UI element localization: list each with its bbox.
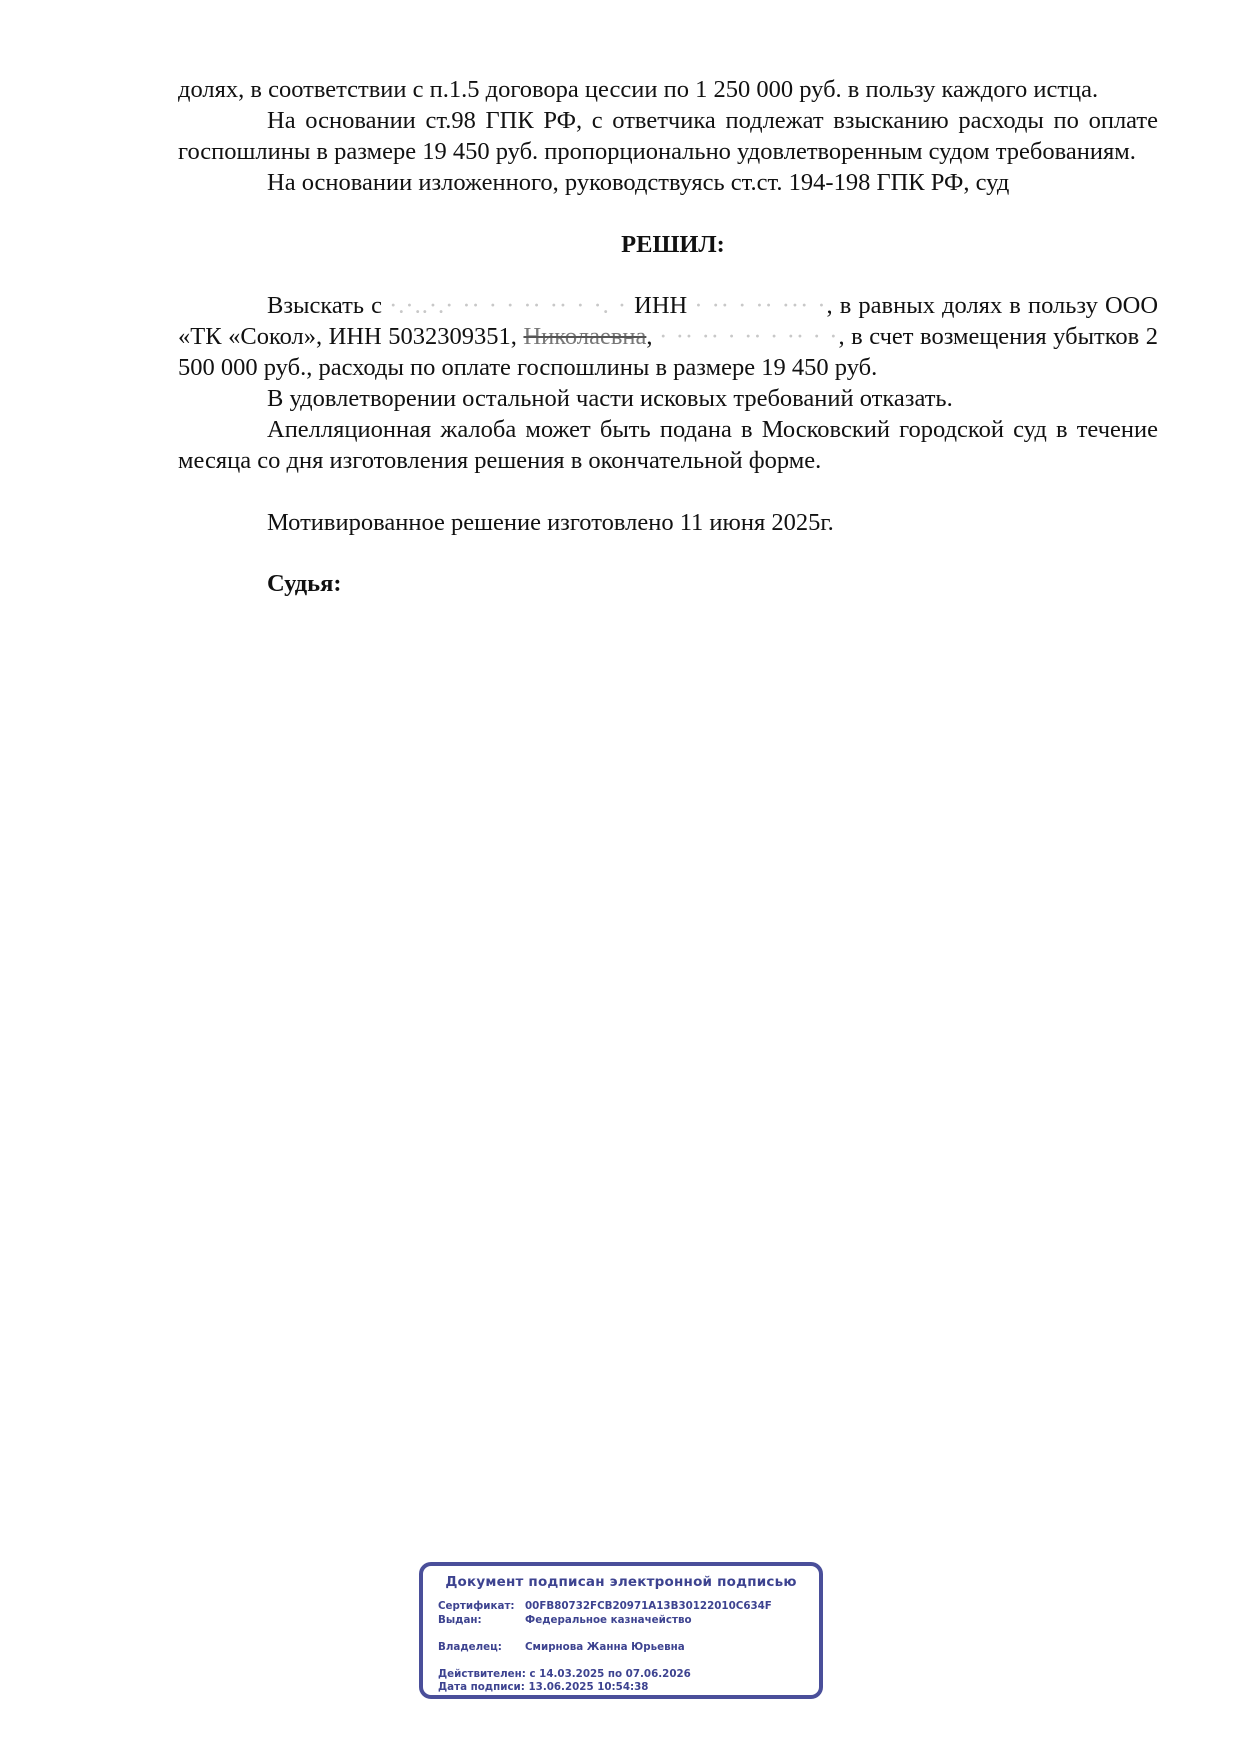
redacted-plaintiff-details: · ·· ·· · ·· · ·· · · bbox=[659, 323, 839, 350]
recovery-text-d: , в счет возмещения убытков 2 500 000 руб., расходы по оплате госпошлины в размере 19 450 руб. bbox=[178, 323, 1159, 381]
paragraph-continuation: долях, в соответствии с п.1.5 договора цессии по 1 250 000 руб. в пользу каждого истца. bbox=[178, 76, 1099, 103]
redacted-defendant-inn: · ·· · ·· ··· · bbox=[694, 292, 827, 319]
paragraph-denial: В удовлетворении остальной части исковых требований отказать. bbox=[267, 385, 953, 412]
stamp-issued-value: Федеральное казначейство bbox=[525, 1614, 692, 1626]
electronic-signature-stamp bbox=[419, 1562, 823, 1699]
paragraph-court-fees: На основании ст.98 ГПК РФ, с ответчика подлежат взысканию расходы по оплате госпошлины в размере 19 450 руб. пропорционально удовлетворенным судом требованиям. bbox=[178, 107, 1158, 165]
stamp-date-label: Дата подписи: bbox=[438, 1681, 525, 1693]
stamp-validity-row bbox=[438, 1668, 691, 1680]
stamp-validity-value: с 14.03.2025 по 07.06.2026 bbox=[529, 1668, 691, 1680]
paragraph-recovery: Взыскать с ·.·..·.· ·· · · ·· ·· · ·. · ИНН · ·· · ·· ··· ·, в равных долях в пользу ООО «ТК «Сокол», ИНН 5032309351, Николаевна, · ·· ·· · ·· · ·· · ·, в счет возмещения убытков 2 500 000 руб., расходы по оплате госпошлины в размере 19 450 руб. bbox=[178, 292, 1159, 381]
stamp-title: Документ подписан электронной подписью bbox=[445, 1574, 797, 1590]
stamp-issued-row bbox=[438, 1614, 692, 1626]
stamp-owner-value: Смирнова Жанна Юрьевна bbox=[525, 1641, 685, 1653]
recovery-text-a: Взыскать с bbox=[267, 292, 382, 319]
spacer bbox=[178, 538, 1158, 568]
paragraph-motivated-decision: Мотивированное решение изготовлено 11 июня 2025г. bbox=[267, 509, 834, 536]
stamp-date-row bbox=[438, 1681, 648, 1693]
decision-heading: РЕШИЛ: bbox=[621, 231, 725, 258]
stamp-certificate-value: 00FB80732FCB20971A13B30122010C634F bbox=[525, 1600, 772, 1612]
stamp-date-value: 13.06.2025 10:54:38 bbox=[528, 1681, 649, 1693]
judge-label: Судья: bbox=[267, 570, 342, 597]
spacer bbox=[178, 476, 1158, 507]
recovery-text-c: , в равных долях в пользу ООО «ТК «Сокол», ИНН 5032309351, bbox=[178, 292, 1159, 350]
paragraph-grounds: На основании изложенного, руководствуясь ст.ст. 194-198 ГПК РФ, суд bbox=[267, 169, 1010, 196]
stamp-certificate-label: Сертификат: bbox=[438, 1600, 515, 1612]
document-body bbox=[178, 74, 1158, 599]
stamp-validity-label: Действителен: bbox=[438, 1668, 526, 1680]
redacted-plaintiff-name: Николаевна bbox=[523, 323, 647, 350]
stamp-certificate-row bbox=[438, 1600, 772, 1612]
stamp-issued-label: Выдан: bbox=[438, 1614, 482, 1626]
recovery-text-inn: ИНН bbox=[634, 292, 688, 319]
redacted-defendant-name: ·.·..·.· ·· · · ·· ·· · ·. · bbox=[389, 292, 628, 319]
stamp-owner-label: Владелец: bbox=[438, 1641, 502, 1653]
stamp-owner-row bbox=[438, 1641, 685, 1653]
paragraph-appeal: Апелляционная жалоба может быть подана в Московский городской суд в течение месяца со дня изготовления решения в окончательной форме. bbox=[178, 416, 1158, 474]
